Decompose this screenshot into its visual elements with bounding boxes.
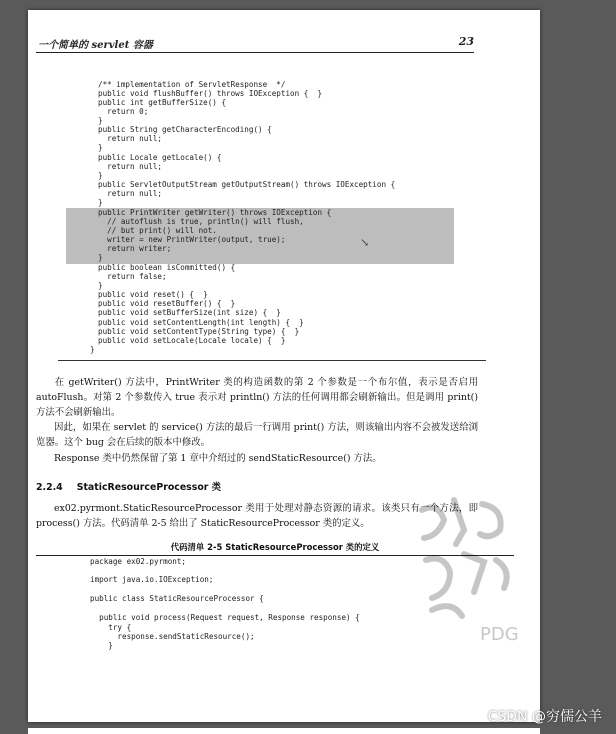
- code-line: // autoflush is true, println() will flush,: [98, 217, 304, 226]
- code-line: return false;: [98, 272, 167, 281]
- paragraph-text: Response 类中仍然保留了第 1 章中介绍过的 sendStaticResource() 方法。: [54, 453, 382, 464]
- code-line: return 0;: [98, 107, 149, 116]
- code-line: public int getBufferSize() {: [98, 98, 227, 107]
- code-line: }: [98, 253, 103, 262]
- code-line: response.sendStaticResource();: [90, 632, 255, 641]
- code-line: }: [98, 143, 103, 152]
- section-number: 2.2.4: [36, 482, 63, 493]
- paragraph-text: 因此，如果在 servlet 的 service() 方法的最后一行调用 print() 方法，则该输出内容不会被发送给浏览器。这个 bug 会在后续的版本中修改。: [36, 422, 478, 448]
- code-line: public ServletOutputStream getOutputStream() throws IOException {: [98, 180, 396, 189]
- body-paragraph: [36, 421, 478, 451]
- code-line: return writer;: [98, 244, 172, 253]
- body-paragraph: [36, 452, 478, 467]
- code-line: }: [98, 171, 103, 180]
- code-line: return null;: [98, 162, 163, 171]
- section-heading: [36, 479, 221, 493]
- code-line: public class StaticResourceProcessor {: [90, 594, 264, 603]
- code-line: public void reset() { }: [98, 290, 208, 299]
- code-line: }: [98, 116, 103, 125]
- code-line: writer = new PrintWriter(output, true);: [98, 235, 286, 244]
- code-line: public void flushBuffer() throws IOException { }: [98, 89, 323, 98]
- code-line: }: [98, 281, 103, 290]
- code-line: return null;: [98, 189, 163, 198]
- code-line: }: [90, 641, 113, 650]
- section-title: StaticResourceProcessor 类: [76, 482, 222, 493]
- code-block: [58, 66, 486, 361]
- chapter-title: 一个简单的 servlet 容器: [38, 40, 153, 51]
- code-line: public String getCharacterEncoding() {: [98, 125, 272, 134]
- code-line: public void setBufferSize(int size) { }: [98, 308, 281, 317]
- code-line: public void setContentLength(int length) { }: [98, 318, 304, 327]
- code-line: // but print() will not.: [98, 226, 217, 235]
- code-line: public void setContentType(String type) { }: [98, 327, 300, 336]
- code-line: public void process(Request request, Response response) {: [90, 613, 360, 622]
- code-line: /** implementation of ServletResponse */: [98, 80, 286, 89]
- running-header: [36, 34, 474, 53]
- code-line: public PrintWriter getWriter() throws IOException {: [98, 208, 332, 217]
- code-line: import java.io.IOException;: [90, 575, 214, 584]
- paragraph-text: ex02.pyrmont.StaticResourceProcessor 类用于处理对静态资源的请求。该类只有一个方法，即 process() 方法。代码清单 2-5 给出了 StaticResourceProcessor 类的定义。: [36, 503, 478, 529]
- code-line: return null;: [98, 134, 163, 143]
- code-line: }: [98, 198, 103, 207]
- code-line: package ex02.pyrmont;: [90, 557, 187, 566]
- code-line: public Locale getLocale() {: [98, 153, 222, 162]
- code-line: }: [90, 345, 95, 354]
- next-page-edge: [28, 728, 540, 734]
- seal-watermark: [408, 490, 526, 648]
- page-number: 23: [458, 35, 474, 48]
- code-line: public void resetBuffer() { }: [98, 299, 236, 308]
- listing-caption: 代码清单 2-5 StaticResourceProcessor 类的定义: [36, 541, 514, 556]
- code-line: public boolean isCommitted() {: [98, 263, 236, 272]
- scan-speck: ↘: [360, 236, 370, 249]
- csdn-watermark: CSDN @穷儒公羊: [487, 709, 602, 725]
- body-paragraph: [36, 376, 478, 420]
- code-line: try {: [90, 623, 132, 632]
- paragraph-text: 在 getWriter() 方法中，PrintWriter 类的构造函数的第 2 个参数是一个布尔值，表示是否启用 autoFlush。对第 2 个参数传入 true 表示对 println() 方法的任何调用都会刷新输出。但是调用 print() 方法不会刷新输出。: [36, 377, 478, 418]
- stamp-text: PDG: [480, 624, 519, 645]
- code-line: public void setLocale(Locale locale) { }: [98, 336, 286, 345]
